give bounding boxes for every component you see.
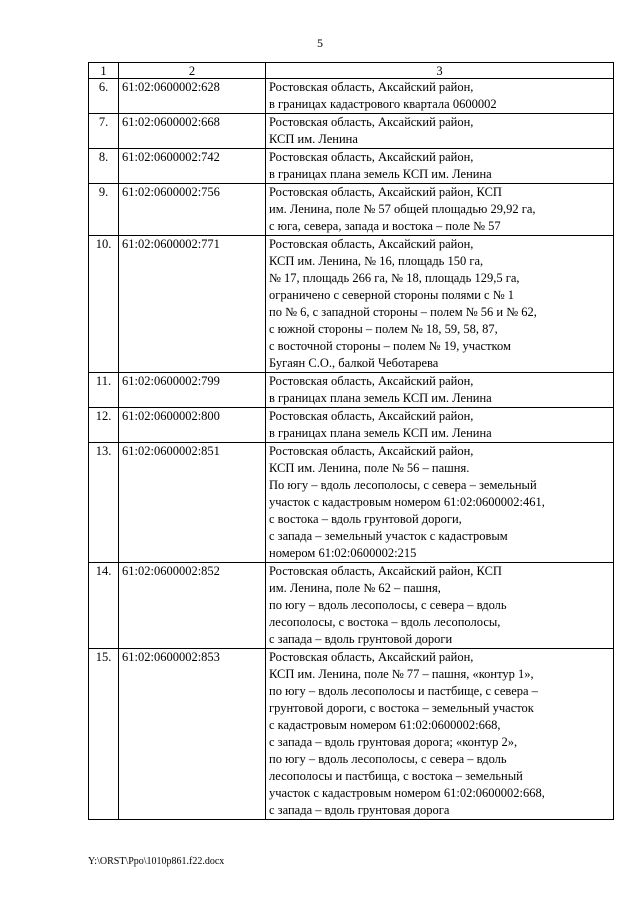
cadastral-number: 61:02:0600002:742 [119,149,266,184]
description-line: грунтовой дороги, с востока – земельный участок [269,701,534,715]
cadastral-number: 61:02:0600002:668 [119,114,266,149]
description-line: по югу – вдоль лесополосы, с севера – вдоль [269,752,507,766]
location-description [266,79,614,114]
table-row [89,443,614,563]
description-line: с кадастровым номером 61:02:0600002:668, [269,718,501,732]
description-line: КСП им. Ленина, поле № 56 – пашня. [269,461,470,475]
location-description [266,443,614,563]
row-number: 11. [89,373,119,408]
location-description [266,149,614,184]
location-description [266,114,614,149]
location-description [266,184,614,236]
description-line: им. Ленина, поле № 62 – пашня, [269,581,441,595]
row-number: 10. [89,236,119,373]
description-line: Ростовская область, Аксайский район, [269,374,474,388]
row-number: 7. [89,114,119,149]
description-line: Ростовская область, Аксайский район, [269,409,474,423]
cadastral-number: 61:02:0600002:771 [119,236,266,373]
description-line: в границах плана земель КСП им. Ленина [269,167,492,181]
location-description [266,236,614,373]
table-header-row [89,63,614,79]
description-line: в границах плана земель КСП им. Ленина [269,426,492,440]
table-row [89,149,614,184]
description-line: с запада – вдоль грунтовая дорога [269,803,450,817]
column-header-2: 2 [119,63,266,79]
location-description [266,649,614,820]
table-body [89,79,614,820]
description-line: лесополосы и пастбища, с востока – земельный [269,769,523,783]
table-row [89,408,614,443]
table-row [89,236,614,373]
description-line: Ростовская область, Аксайский район, [269,237,474,251]
description-line: в границах кадастрового квартала 0600002 [269,97,497,111]
table-row [89,563,614,649]
description-line: КСП им. Ленина, № 16, площадь 150 га, [269,254,484,268]
description-line: участок с кадастровым номером 61:02:0600002:461, [269,495,545,509]
description-line: ограничено с северной стороны полями с № 1 [269,288,515,302]
file-path-footer: Y:\ORST\Ppo\1010p861.f22.docx [88,856,225,867]
table-row [89,79,614,114]
table-row [89,114,614,149]
land-plot-table [88,62,614,820]
cadastral-number: 61:02:0600002:852 [119,563,266,649]
description-line: Ростовская область, Аксайский район, [269,115,474,129]
description-line: в границах плана земель КСП им. Ленина [269,391,492,405]
table-row [89,649,614,820]
cadastral-number: 61:02:0600002:628 [119,79,266,114]
location-description [266,563,614,649]
description-line: Ростовская область, Аксайский район, [269,80,474,94]
row-number: 6. [89,79,119,114]
row-number: 8. [89,149,119,184]
description-line: № 17, площадь 266 га, № 18, площадь 129,5 га, [269,271,520,285]
description-line: участок с кадастровым номером 61:02:0600002:668, [269,786,545,800]
description-line: Ростовская область, Аксайский район, [269,150,474,164]
cadastral-number: 61:02:0600002:851 [119,443,266,563]
page-number: 5 [317,36,323,50]
description-line: КСП им. Ленина [269,132,358,146]
row-number: 9. [89,184,119,236]
location-description [266,373,614,408]
row-number: 15. [89,649,119,820]
table-row [89,184,614,236]
description-line: с южной стороны – полем № 18, 59, 58, 87, [269,322,498,336]
column-header-1: 1 [89,63,119,79]
description-line: им. Ленина, поле № 57 общей площадью 29,92 га, [269,202,536,216]
description-line: по югу – вдоль лесополосы и пастбище, с севера – [269,684,538,698]
cadastral-number: 61:02:0600002:799 [119,373,266,408]
description-line: с запада – земельный участок с кадастровым [269,529,508,543]
description-line: с запада – вдоль грунтовая дорога; «контур 2», [269,735,518,749]
description-line: по югу – вдоль лесополосы, с севера – вдоль [269,598,507,612]
description-line: лесополосы, с востока – вдоль лесополосы, [269,615,501,629]
row-number: 12. [89,408,119,443]
column-header-3: 3 [266,63,614,79]
description-line: Бугаян С.О., балкой Чеботарева [269,356,439,370]
description-line: с запада – вдоль грунтовой дороги [269,632,453,646]
description-line: по № 6, с западной стороны – полем № 56 и № 62, [269,305,537,319]
description-line: Ростовская область, Аксайский район, КСП [269,564,502,578]
description-line: Ростовская область, Аксайский район, [269,444,474,458]
description-line: с востока – вдоль грунтовой дороги, [269,512,462,526]
description-line: КСП им. Ленина, поле № 77 – пашня, «контур 1», [269,667,534,681]
description-line: номером 61:02:0600002:215 [269,546,417,560]
description-line: с восточной стороны – полем № 19, участком [269,339,511,353]
cadastral-number: 61:02:0600002:756 [119,184,266,236]
row-number: 14. [89,563,119,649]
location-description [266,408,614,443]
cadastral-number: 61:02:0600002:800 [119,408,266,443]
description-line: Ростовская область, Аксайский район, [269,650,474,664]
row-number: 13. [89,443,119,563]
description-line: с юга, севера, запада и востока – поле № 57 [269,219,501,233]
cadastral-number: 61:02:0600002:853 [119,649,266,820]
table-row [89,373,614,408]
description-line: По югу – вдоль лесополосы, с севера – земельный [269,478,537,492]
description-line: Ростовская область, Аксайский район, КСП [269,185,502,199]
